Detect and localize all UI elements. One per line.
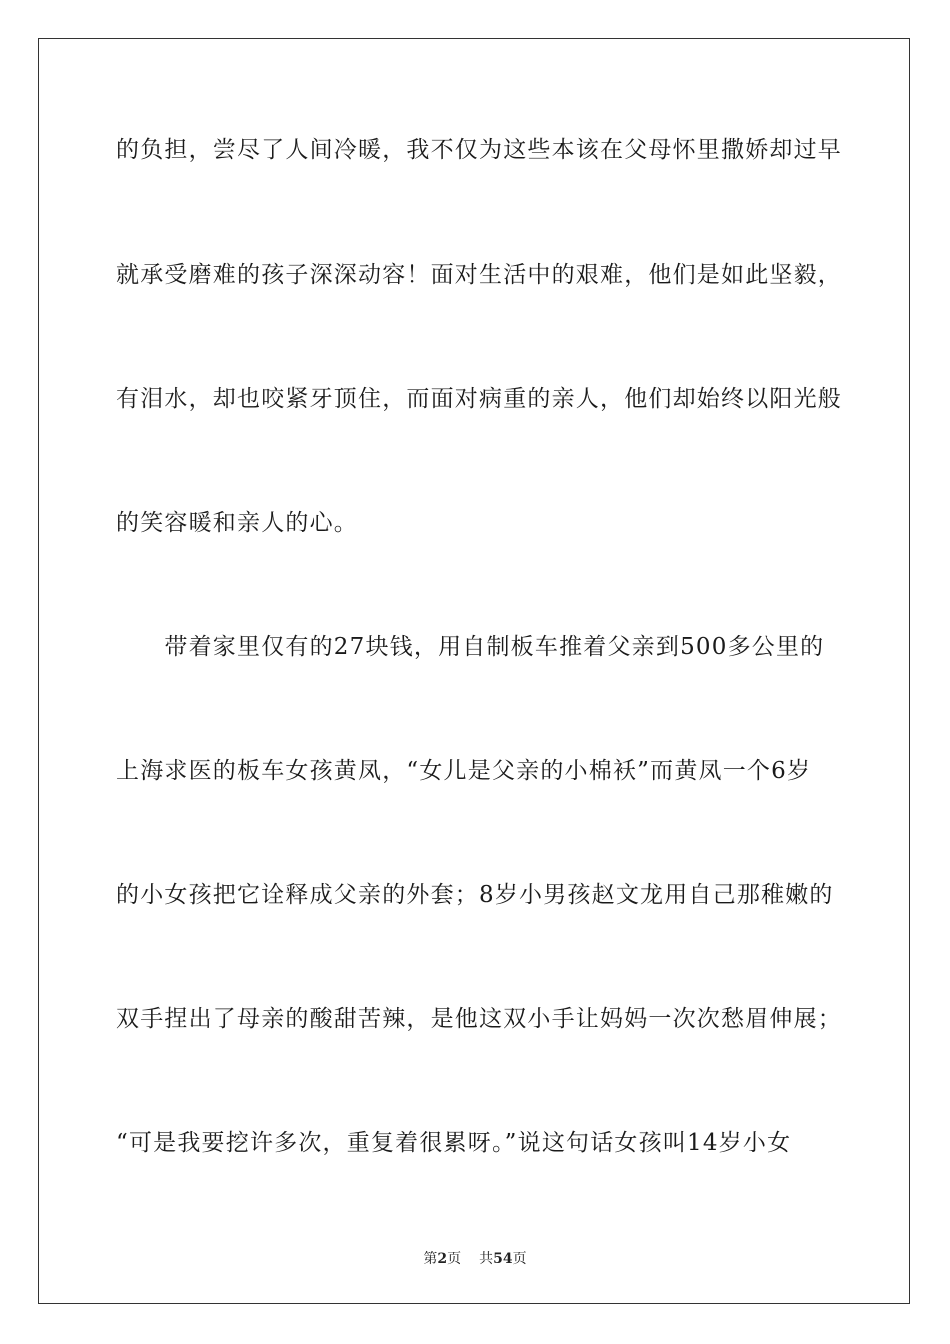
text-line-7: 的小女孩把它诠释成父亲的外套；8岁小男孩赵文龙用自己那稚嫩的 (116, 882, 834, 908)
total-suffix: 页 (512, 1251, 527, 1267)
text-line-8: 双手捏出了母亲的酸甜苦辣，是他这双小手让妈妈一次次愁眉伸展； (116, 1006, 842, 1032)
text-line-3: 有泪水，却也咬紧牙顶住，而面对病重的亲人，他们却始终以阳光般 (116, 386, 842, 412)
total-pages: 54 (493, 1251, 513, 1267)
text-line-4: 的笑容暖和亲人的心。 (116, 510, 358, 536)
page-prefix: 第 (423, 1251, 438, 1267)
text-line-1: 的负担，尝尽了人间冷暖，我不仅为这些本该在父母怀里撒娇却过早 (116, 137, 842, 163)
page-border (38, 38, 910, 1304)
page-suffix: 页 (447, 1251, 462, 1267)
text-line-2: 就承受磨难的孩子深深动容！面对生活中的艰难，他们是如此坚毅， (116, 262, 842, 288)
text-line-5: 带着家里仅有的27块钱，用自制板车推着父亲到500多公里的 (116, 634, 825, 660)
text-line-6: 上海求医的板车女孩黄凤，“女儿是父亲的小棉袄”而黄凤一个6岁 (116, 758, 812, 784)
total-prefix: 共 (479, 1251, 494, 1267)
page-number: 2 (437, 1251, 448, 1267)
text-line-9: “可是我要挖许多次，重复着很累呀。”说这句话女孩叫14岁小女 (116, 1130, 792, 1156)
page-footer (0, 1248, 950, 1268)
